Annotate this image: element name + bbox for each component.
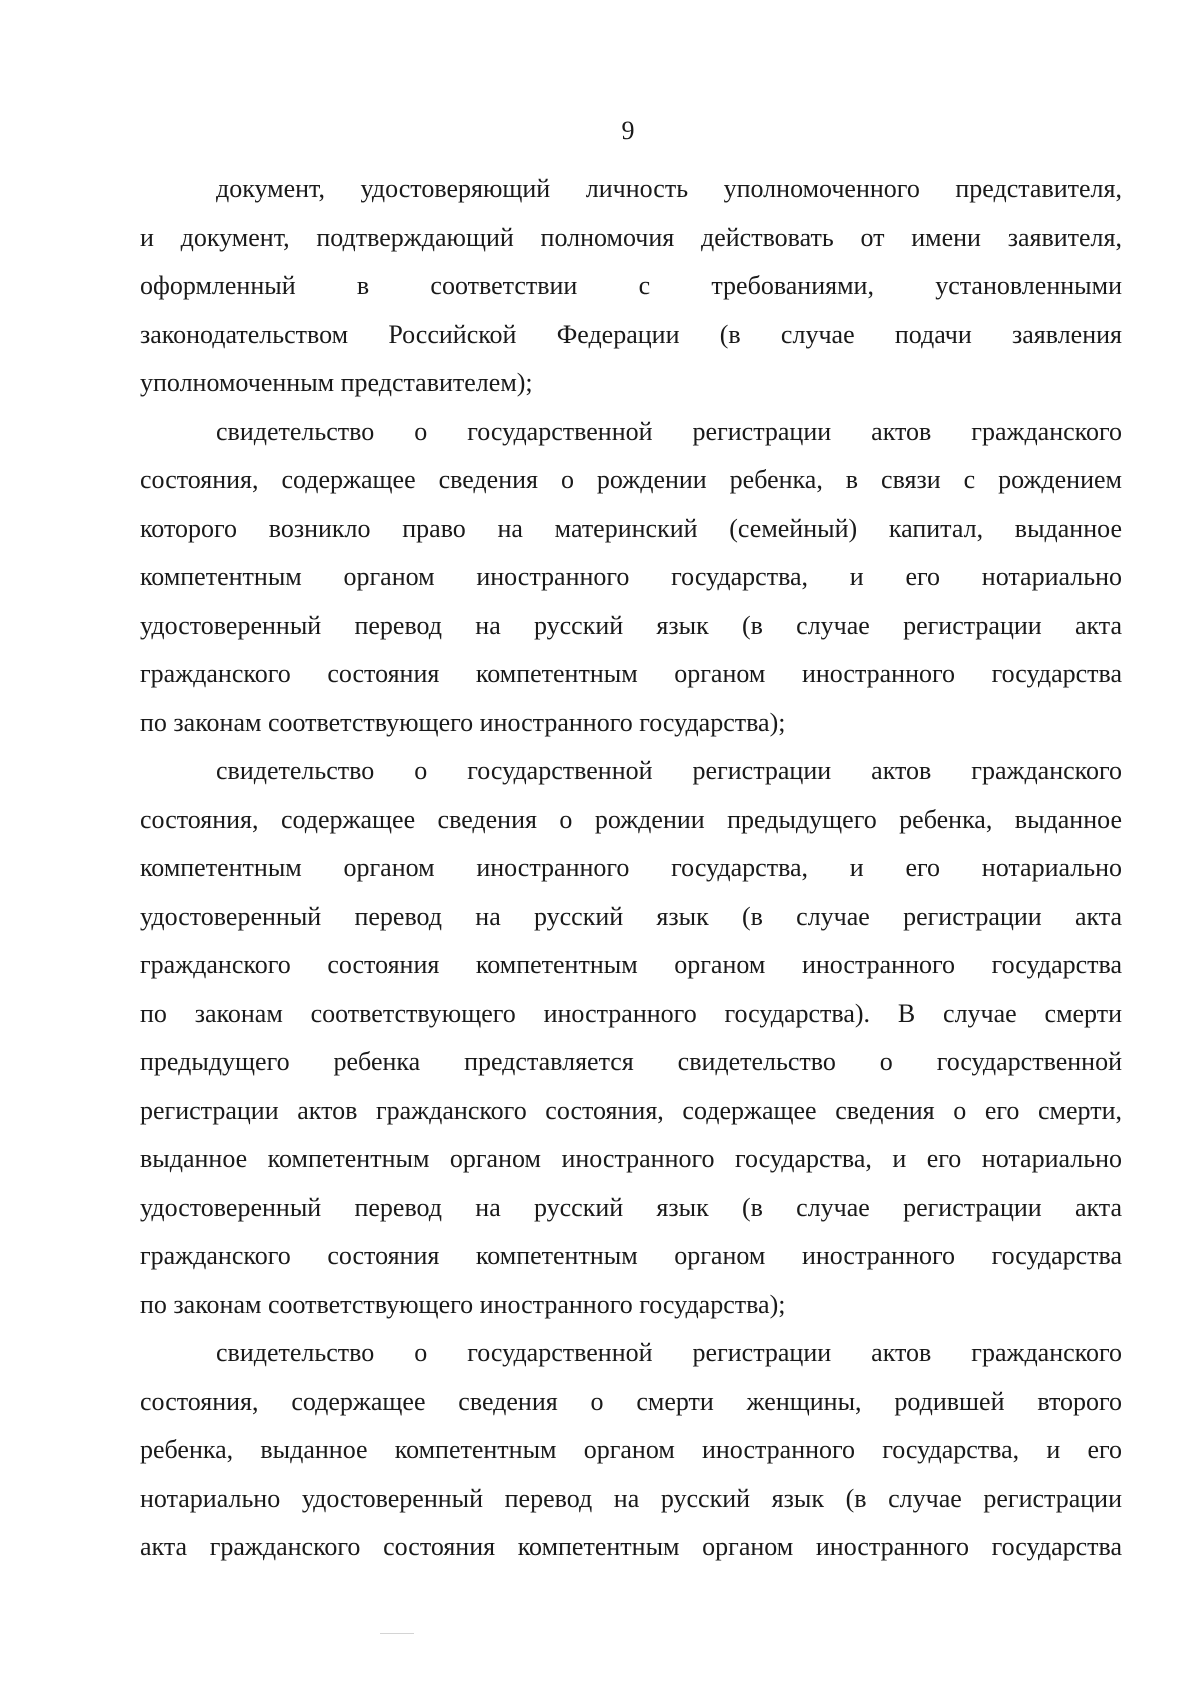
text-line: компетентным органом иностранного государства, и его нотариально [140,853,1122,882]
text-line: документ, удостоверяющий личность уполномоченного представителя, [216,174,1122,203]
text-line: свидетельство о государственной регистрации актов гражданского [216,1338,1122,1367]
text-line: свидетельство о государственной регистрации актов гражданского [216,756,1122,785]
paragraph-previous-child-certificate [140,747,1122,1329]
text-line: акта гражданского состояния компетентным органом иностранного государства [140,1532,1122,1561]
scan-artifact [380,1633,414,1634]
page-number: 9 [621,116,635,145]
text-line: по законам соответствующего иностранного государства). В случае смерти [140,998,1122,1028]
text-line: законодательством Российской Федерации (в случае подачи заявления [140,319,1122,349]
text-line: состояния, содержащее сведения о смерти женщины, родившей второго [140,1386,1122,1416]
text-line: предыдущего ребенка представляется свидетельство о государственной [140,1047,1122,1076]
text-line: компетентным органом иностранного государства, и его нотариально [140,562,1122,591]
text-line: гражданского состояния компетентным органом иностранного государства [140,950,1122,979]
paragraph-mother-death-certificate [140,1329,1122,1572]
text-line: уполномоченным представителем); [140,368,533,397]
text-line: по законам соответствующего иностранного государства); [140,707,786,737]
text-line: удостоверенный перевод на русский язык (в случае регистрации акта [140,610,1122,640]
text-line: гражданского состояния компетентным органом иностранного государства [140,659,1122,688]
text-line: нотариально удостоверенный перевод на русский язык (в случае регистрации [140,1483,1122,1513]
document-body [140,165,1122,1572]
text-line: свидетельство о государственной регистрации актов гражданского [216,416,1122,446]
text-line: ребенка, выданное компетентным органом иностранного государства, и его [140,1435,1122,1464]
text-line: удостоверенный перевод на русский язык (в случае регистрации акта [140,1192,1122,1222]
text-line: удостоверенный перевод на русский язык (в случае регистрации акта [140,901,1122,931]
paragraph-representative-document [140,165,1122,408]
text-line: состояния, содержащее сведения о рождении ребенка, в связи с рождением [140,465,1122,494]
text-line: выданное компетентным органом иностранного государства, и его нотариально [140,1144,1122,1173]
text-line: гражданского состояния компетентным органом иностранного государства [140,1241,1122,1270]
text-line: и документ, подтверждающий полномочия действовать от имени заявителя, [140,222,1122,252]
text-line: состояния, содержащее сведения о рождении предыдущего ребенка, выданное [140,804,1122,834]
text-line: которого возникло право на материнский (семейный) капитал, выданное [140,513,1122,543]
paragraph-birth-certificate [140,408,1122,748]
text-line: регистрации актов гражданского состояния, содержащее сведения о его смерти, [140,1095,1122,1125]
text-line: по законам соответствующего иностранного государства); [140,1289,786,1319]
text-line: оформленный в соответствии с требованиями, установленными [140,271,1122,300]
